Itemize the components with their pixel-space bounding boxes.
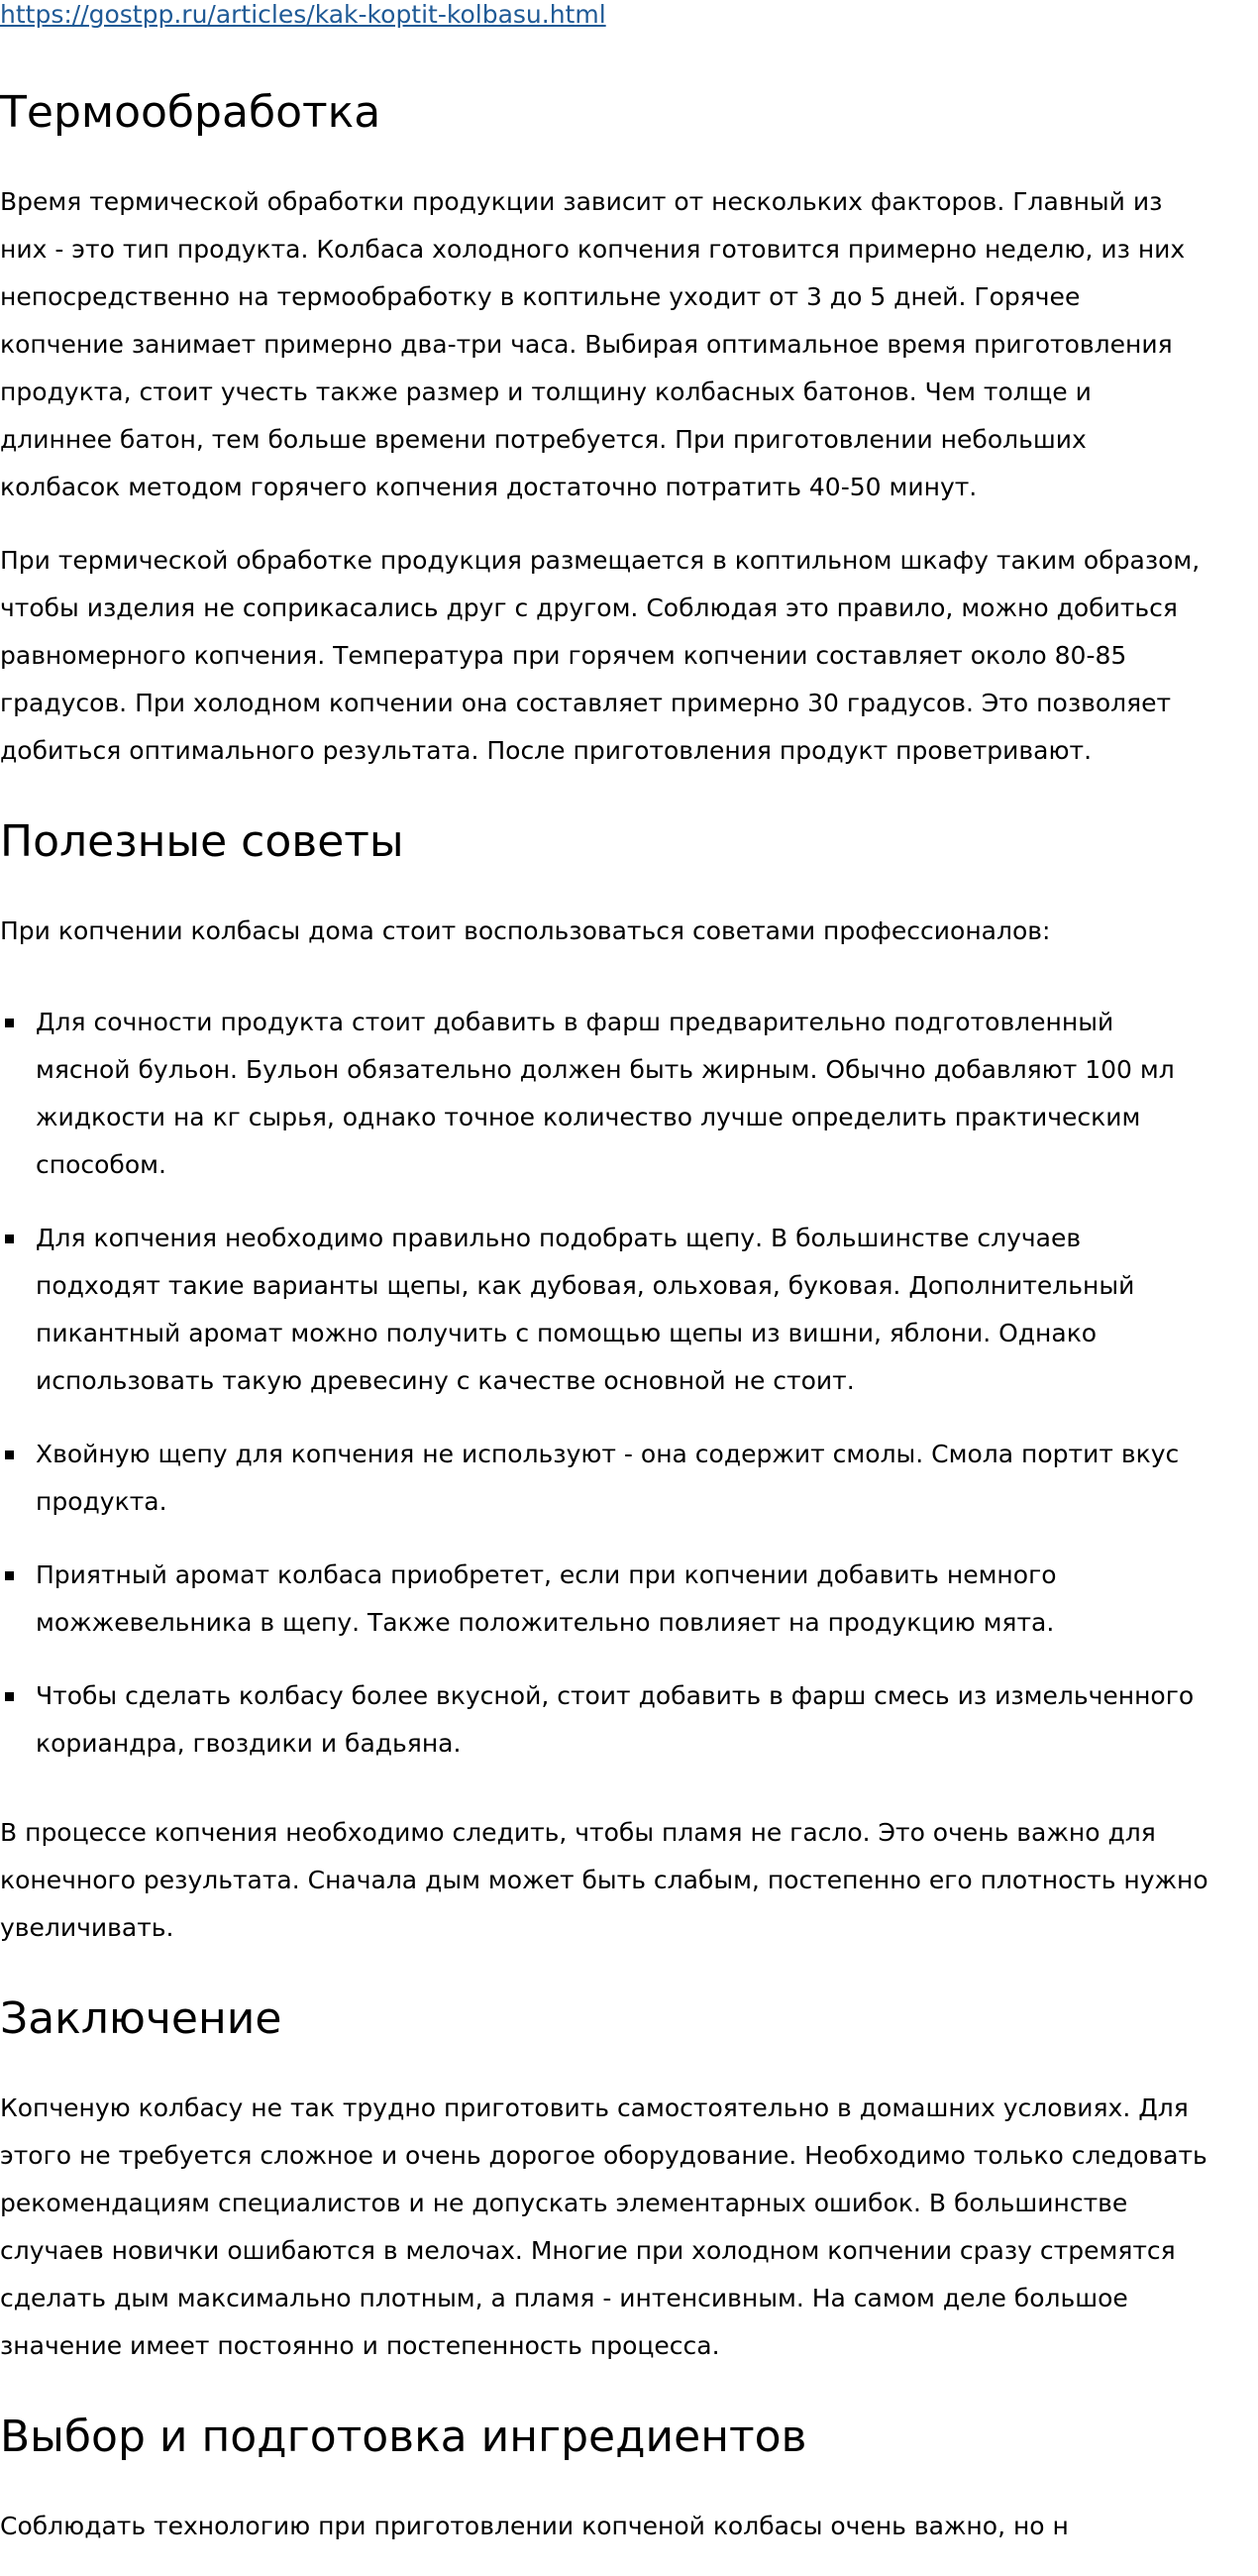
- text-line: Хвойную щепу для копчения не используют - она содержит смолы. Смола портит вкус: [36, 1440, 1180, 1468]
- text-line: В процессе копчения необходимо следить, чтобы пламя не гасло. Это очень важно для: [0, 1818, 1156, 1847]
- text-line: сделать дым максимально плотным, а пламя - интенсивным. На самом деле большое: [0, 2284, 1128, 2312]
- text-line: равномерного копчения. Температура при горячем копчении составляет около 80-85: [0, 641, 1127, 670]
- text-line: длиннее батон, тем больше времени потребуется. При приготовлении небольших: [0, 425, 1087, 454]
- text-line: Время термической обработки продукции зависит от нескольких факторов. Главный из: [0, 187, 1163, 216]
- text-line: конечного результата. Сначала дым может быть слабым, постепенно его плотность нужно: [0, 1866, 1208, 1894]
- list-item: [0, 1672, 1258, 1768]
- text-line: жидкости на кг сырья, однако точное количество лучше определить практическим: [36, 1103, 1141, 1131]
- text-line: пикантный аромат можно получить с помощью щепы из вишни, яблони. Однако: [36, 1319, 1098, 1347]
- paragraph: [0, 2503, 1258, 2550]
- text-line: Для сочности продукта стоит добавить в фарш предварительно подготовленный: [36, 1008, 1114, 1036]
- text-line: При копчении колбасы дома стоит воспользоваться советами профессионалов:: [0, 916, 1051, 945]
- text-line: значение имеет постоянно и постепенность процесса.: [0, 2331, 720, 2360]
- text-line: Для копчения необходимо правильно подобрать щепу. В большинстве случаев: [36, 1224, 1082, 1252]
- text-line: При термической обработке продукция размещается в коптильном шкафу таким образом,: [0, 546, 1201, 575]
- list-item: [0, 1215, 1258, 1405]
- text-line: этого не требуется сложное и очень дорогое оборудование. Необходимо только следовать: [0, 2141, 1207, 2170]
- text-line: Соблюдать технологию при приготовлении копченой колбасы очень важно, но н: [0, 2512, 1069, 2540]
- text-line: мясной бульон. Бульон обязательно должен быть жирным. Обычно добавляют 100 мл: [36, 1055, 1175, 1084]
- text-line: использовать такую древесину с качестве основной не стоит.: [36, 1366, 855, 1395]
- section-heading: Выбор и подготовка ингредиентов: [0, 2412, 807, 2462]
- list-item: [0, 1552, 1258, 1647]
- text-line: подходят такие варианты щепы, как дубовая, ольховая, буковая. Дополнительный: [36, 1271, 1135, 1300]
- text-line: градусов. При холодном копчении она составляет примерно 30 градусов. Это позволяет: [0, 689, 1172, 717]
- text-line: можжевельника в щепу. Также положительно повлияет на продукцию мята.: [36, 1608, 1055, 1637]
- text-line: Копченую колбасу не так трудно приготовить самостоятельно в домашних условиях. Для: [0, 2093, 1189, 2122]
- article-section: [0, 1991, 1258, 2370]
- text-line: продукта.: [36, 1487, 167, 1516]
- text-line: кориандра, гвоздики и бадьяна.: [36, 1729, 462, 1758]
- text-line: них - это тип продукта. Колбаса холодного копчения готовится примерно неделю, из них: [0, 235, 1186, 264]
- square-bullet-icon: [5, 1450, 14, 1459]
- section-heading: Заключение: [0, 1993, 282, 2044]
- text-line: чтобы изделия не соприкасались друг с другом. Соблюдая это правило, можно добиться: [0, 593, 1178, 622]
- article-section: [0, 2410, 1258, 2550]
- text-line: Чтобы сделать колбасу более вкусной, стоит добавить в фарш смесь из измельченного: [36, 1681, 1195, 1710]
- text-line: копчение занимает примерно два-три часа. Выбирая оптимальное время приготовления: [0, 330, 1173, 359]
- text-line: рекомендациям специалистов и не допускать элементарных ошибок. В большинстве: [0, 2189, 1128, 2217]
- paragraph: [0, 537, 1258, 775]
- text-line: увеличивать.: [0, 1913, 174, 1942]
- text-line: продукта, стоит учесть также размер и толщину колбасных батонов. Чем толще и: [0, 377, 1092, 406]
- source-url-link[interactable]: https://gostpp.ru/articles/kak-koptit-kolbasu.html: [0, 0, 606, 29]
- square-bullet-icon: [5, 1692, 14, 1701]
- section-heading: Полезные советы: [0, 816, 404, 867]
- section-heading: Термообработка: [0, 87, 381, 138]
- article-section: [0, 814, 1258, 1952]
- paragraph: [0, 178, 1258, 511]
- text-line: способом.: [36, 1150, 166, 1179]
- text-line: колбасок методом горячего копчения достаточно потратить 40-50 минут.: [0, 473, 978, 501]
- text-line: непосредственно на термообработку в коптильне уходит от 3 до 5 дней. Горячее: [0, 282, 1081, 311]
- paragraph: [0, 2085, 1258, 2370]
- article-section: [0, 85, 1258, 775]
- tips-list: [0, 999, 1258, 1768]
- square-bullet-icon: [5, 1234, 14, 1243]
- square-bullet-icon: [5, 1571, 14, 1580]
- text-line: добиться оптимального результата. После приготовления продукт проветривают.: [0, 736, 1093, 765]
- square-bullet-icon: [5, 1019, 14, 1027]
- list-item: [0, 1431, 1258, 1526]
- article-body: [0, 85, 1258, 2550]
- text-line: случаев новички ошибаются в мелочах. Многие при холодном копчении сразу стремятся: [0, 2236, 1176, 2265]
- paragraph: [0, 908, 1258, 955]
- list-item: [0, 999, 1258, 1189]
- paragraph: [0, 1809, 1258, 1952]
- text-line: Приятный аромат колбаса приобретет, если при копчении добавить немного: [36, 1560, 1057, 1589]
